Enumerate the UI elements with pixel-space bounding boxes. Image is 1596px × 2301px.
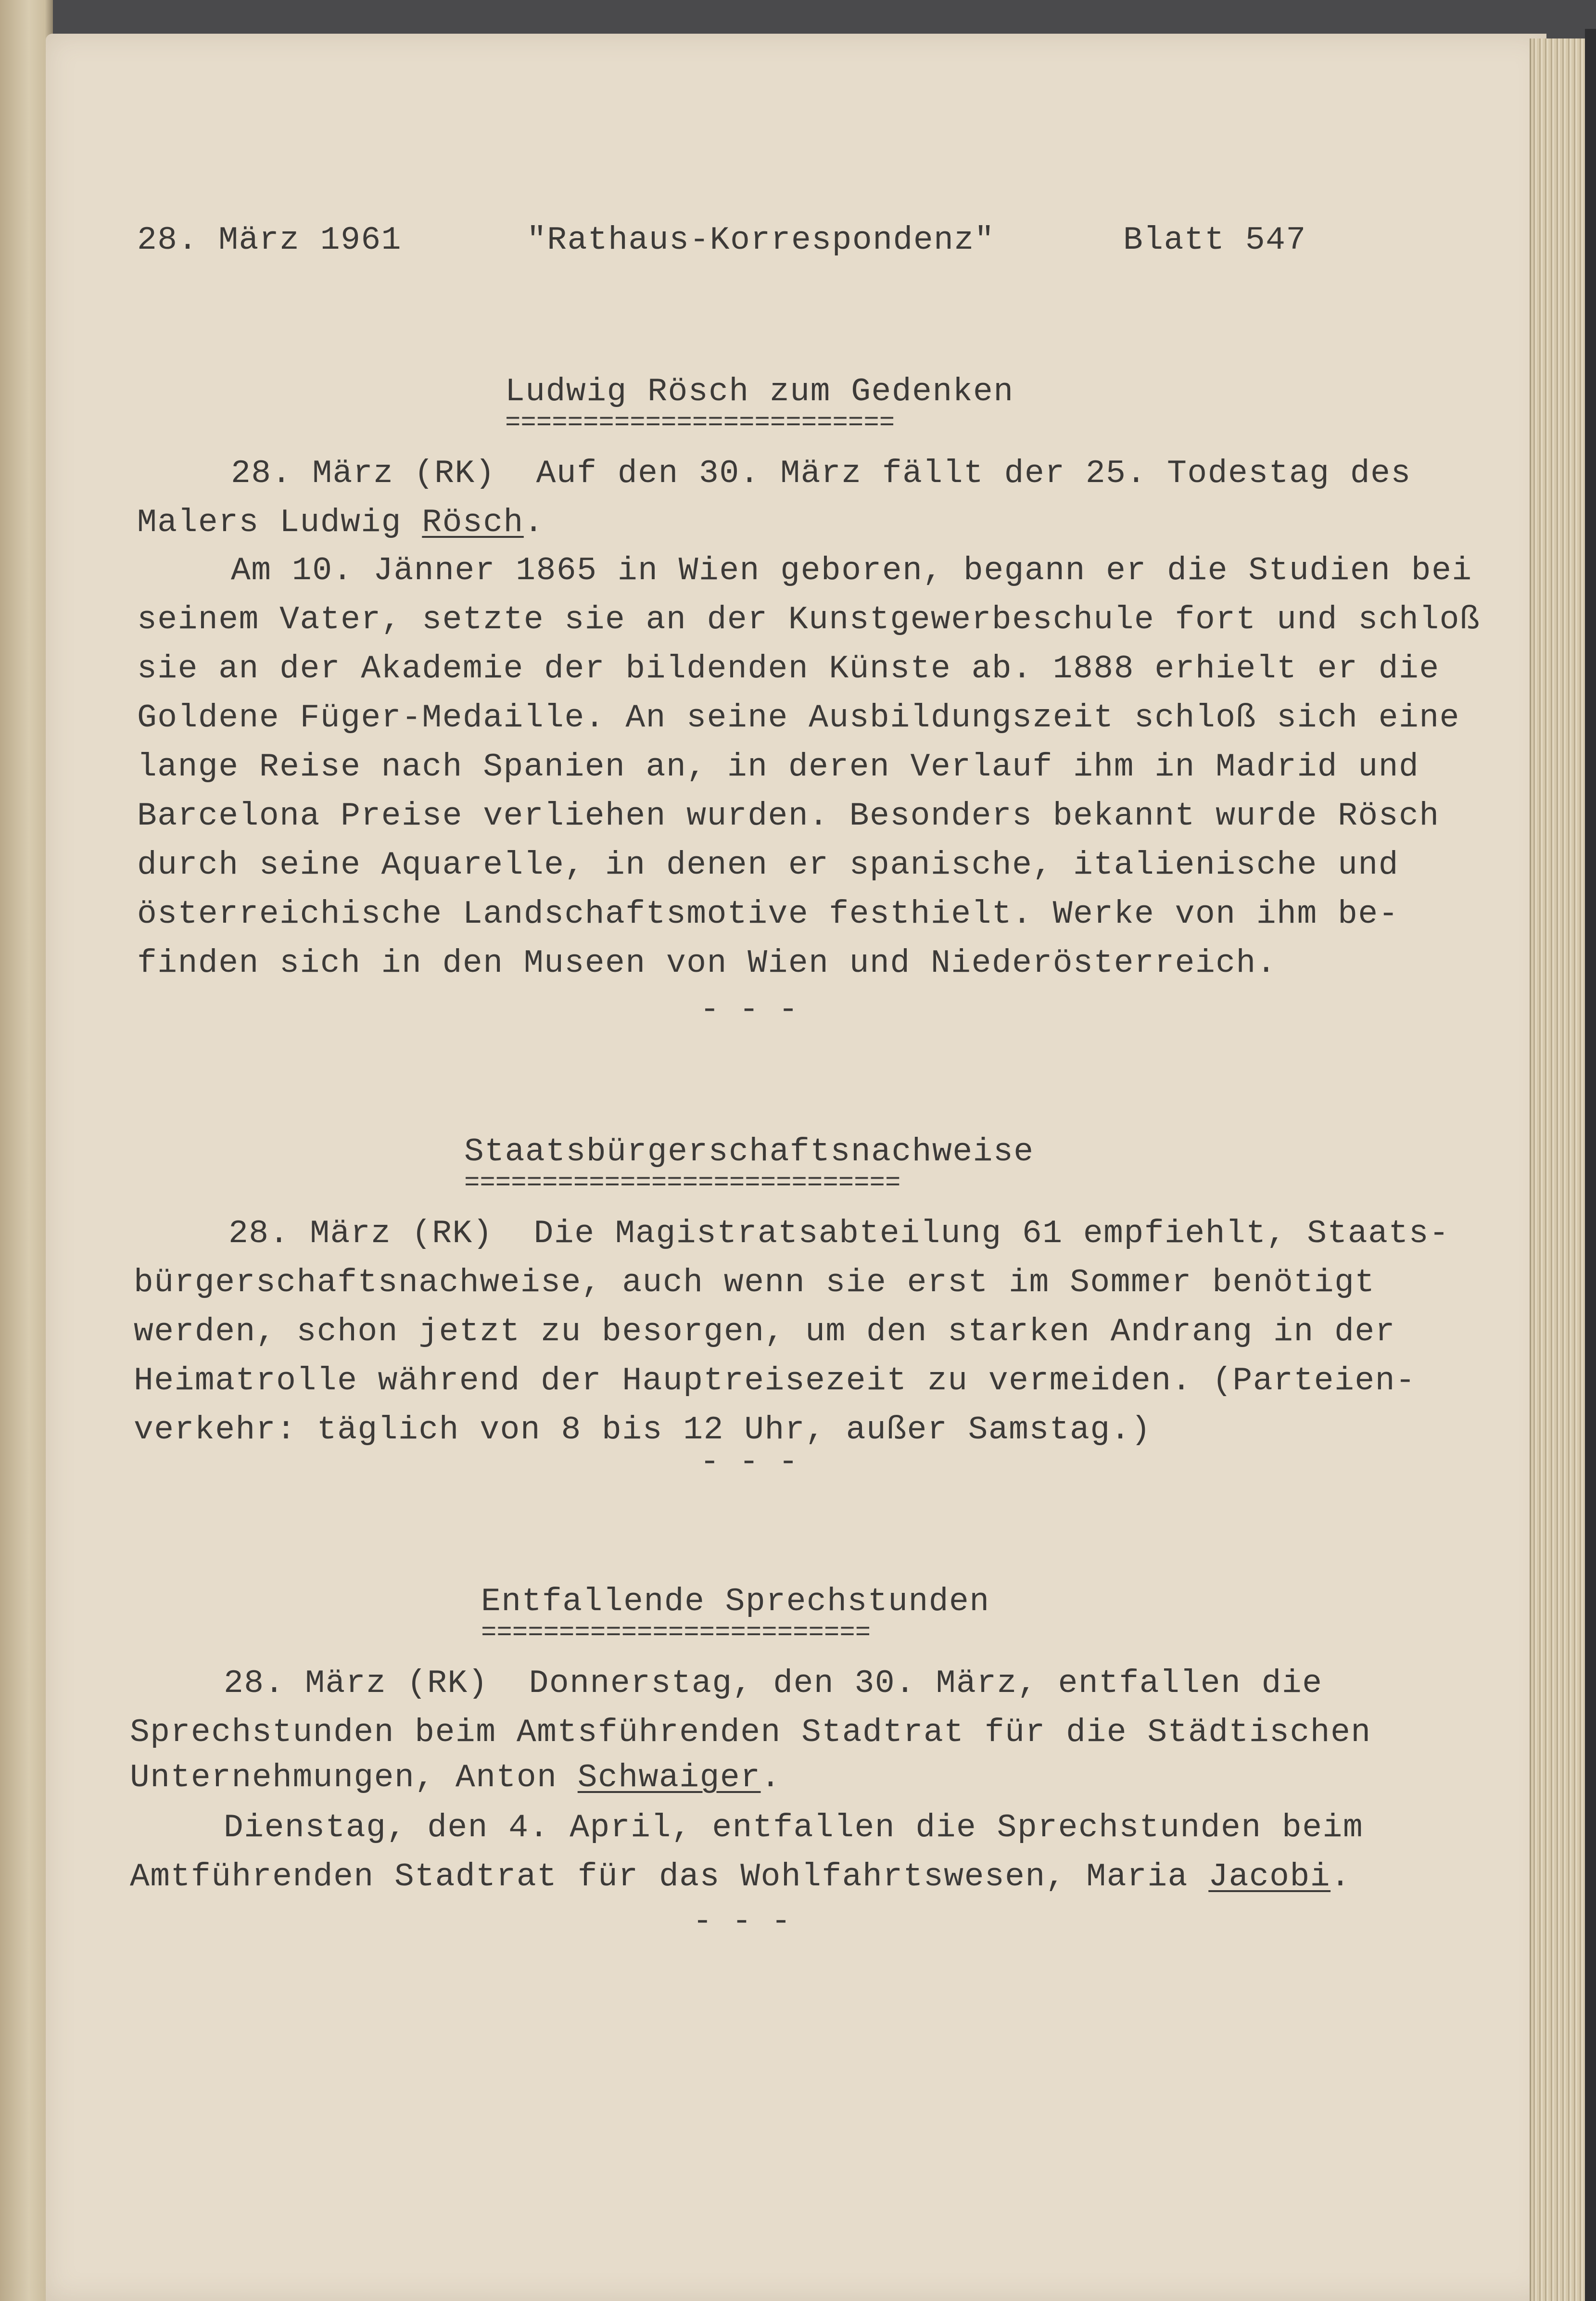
article-1-line-2: Malers Ludwig Rösch.: [137, 504, 545, 541]
previous-page-edge: [0, 0, 53, 2301]
article-3-line-4: Dienstag, den 4. April, entfallen die Sprechstunden beim: [224, 1809, 1364, 1846]
article-2-separator: - - -: [700, 1444, 798, 1481]
article-1-title-rule: =========================: [505, 414, 895, 433]
article-1-line-8: Barcelona Preise verliehen wurden. Besonders bekannt wurde Rösch: [137, 798, 1440, 835]
article-3-title: Entfallende Sprechstunden: [481, 1583, 990, 1620]
name-schwaiger: Schwaiger: [577, 1759, 761, 1796]
article-1-line-7: lange Reise nach Spanien an, in deren Verlauf ihm in Madrid und: [137, 749, 1419, 786]
article-3-line-3: Unternehmungen, Anton Schwaiger.: [130, 1759, 781, 1796]
article-1-separator: - - -: [700, 992, 798, 1029]
article-2-title-rule: ============================: [464, 1174, 901, 1193]
article-1-title: Ludwig Rösch zum Gedenken: [505, 373, 1014, 410]
article-3-line-2: Sprechstunden beim Amtsführenden Stadtrat für die Städtischen: [130, 1714, 1371, 1751]
article-2-line-4: Heimatrolle während der Hauptreisezeit zu vermeiden. (Parteien-: [134, 1362, 1416, 1399]
article-2-title: Staatsbürgerschaftsnachweise: [464, 1133, 1034, 1170]
article-1-line-9: durch seine Aquarelle, in denen er spanische, italienische und: [137, 847, 1399, 884]
page-stack-edge: [1530, 38, 1586, 2301]
header-date: 28. März 1961: [137, 222, 402, 259]
header-publication: "Rathaus-Korrespondenz": [527, 222, 995, 259]
article-1-line-4: seinem Vater, setzte sie an der Kunstgewerbeschule fort und schloß: [137, 601, 1481, 638]
article-1-line-1: 28. März (RK) Auf den 30. März fällt der 25. Todestag des: [231, 455, 1411, 492]
article-1-line-11: finden sich in den Museen von Wien und Niederösterreich.: [137, 945, 1277, 982]
article-2-line-2: bürgerschaftsnachweise, auch wenn sie erst im Sommer benötigt: [134, 1264, 1375, 1301]
article-1-line-6: Goldene Füger-Medaille. An seine Ausbildungszeit schloß sich eine: [137, 699, 1460, 737]
article-1-line-3: Am 10. Jänner 1865 in Wien geboren, begann er die Studien bei: [231, 552, 1472, 589]
name-roesch: Rösch: [422, 504, 524, 541]
article-1-line-5: sie an der Akademie der bildenden Künste ab. 1888 erhielt er die: [137, 650, 1440, 687]
name-jacobi: Jacobi: [1208, 1858, 1331, 1895]
header-sheet-number: Blatt 547: [1123, 222, 1306, 259]
article-3-title-rule: =========================: [481, 1624, 871, 1643]
article-3-separator: - - -: [693, 1903, 791, 1940]
article-3-line-1: 28. März (RK) Donnerstag, den 30. März, entfallen die: [224, 1665, 1323, 1702]
article-3-line-5: Amtführenden Stadtrat für das Wohlfahrtswesen, Maria Jacobi.: [130, 1858, 1351, 1895]
article-2-line-1: 28. März (RK) Die Magistratsabteilung 61 empfiehlt, Staats-: [228, 1215, 1450, 1252]
article-2-line-3: werden, schon jetzt zu besorgen, um den starken Andrang in der: [134, 1313, 1396, 1350]
article-1-line-10: österreichische Landschaftsmotive festhielt. Werke von ihm be-: [137, 896, 1399, 933]
article-2-line-5: verkehr: täglich von 8 bis 12 Uhr, außer Samstag.): [134, 1411, 1152, 1449]
background-edge: [1585, 29, 1596, 2301]
